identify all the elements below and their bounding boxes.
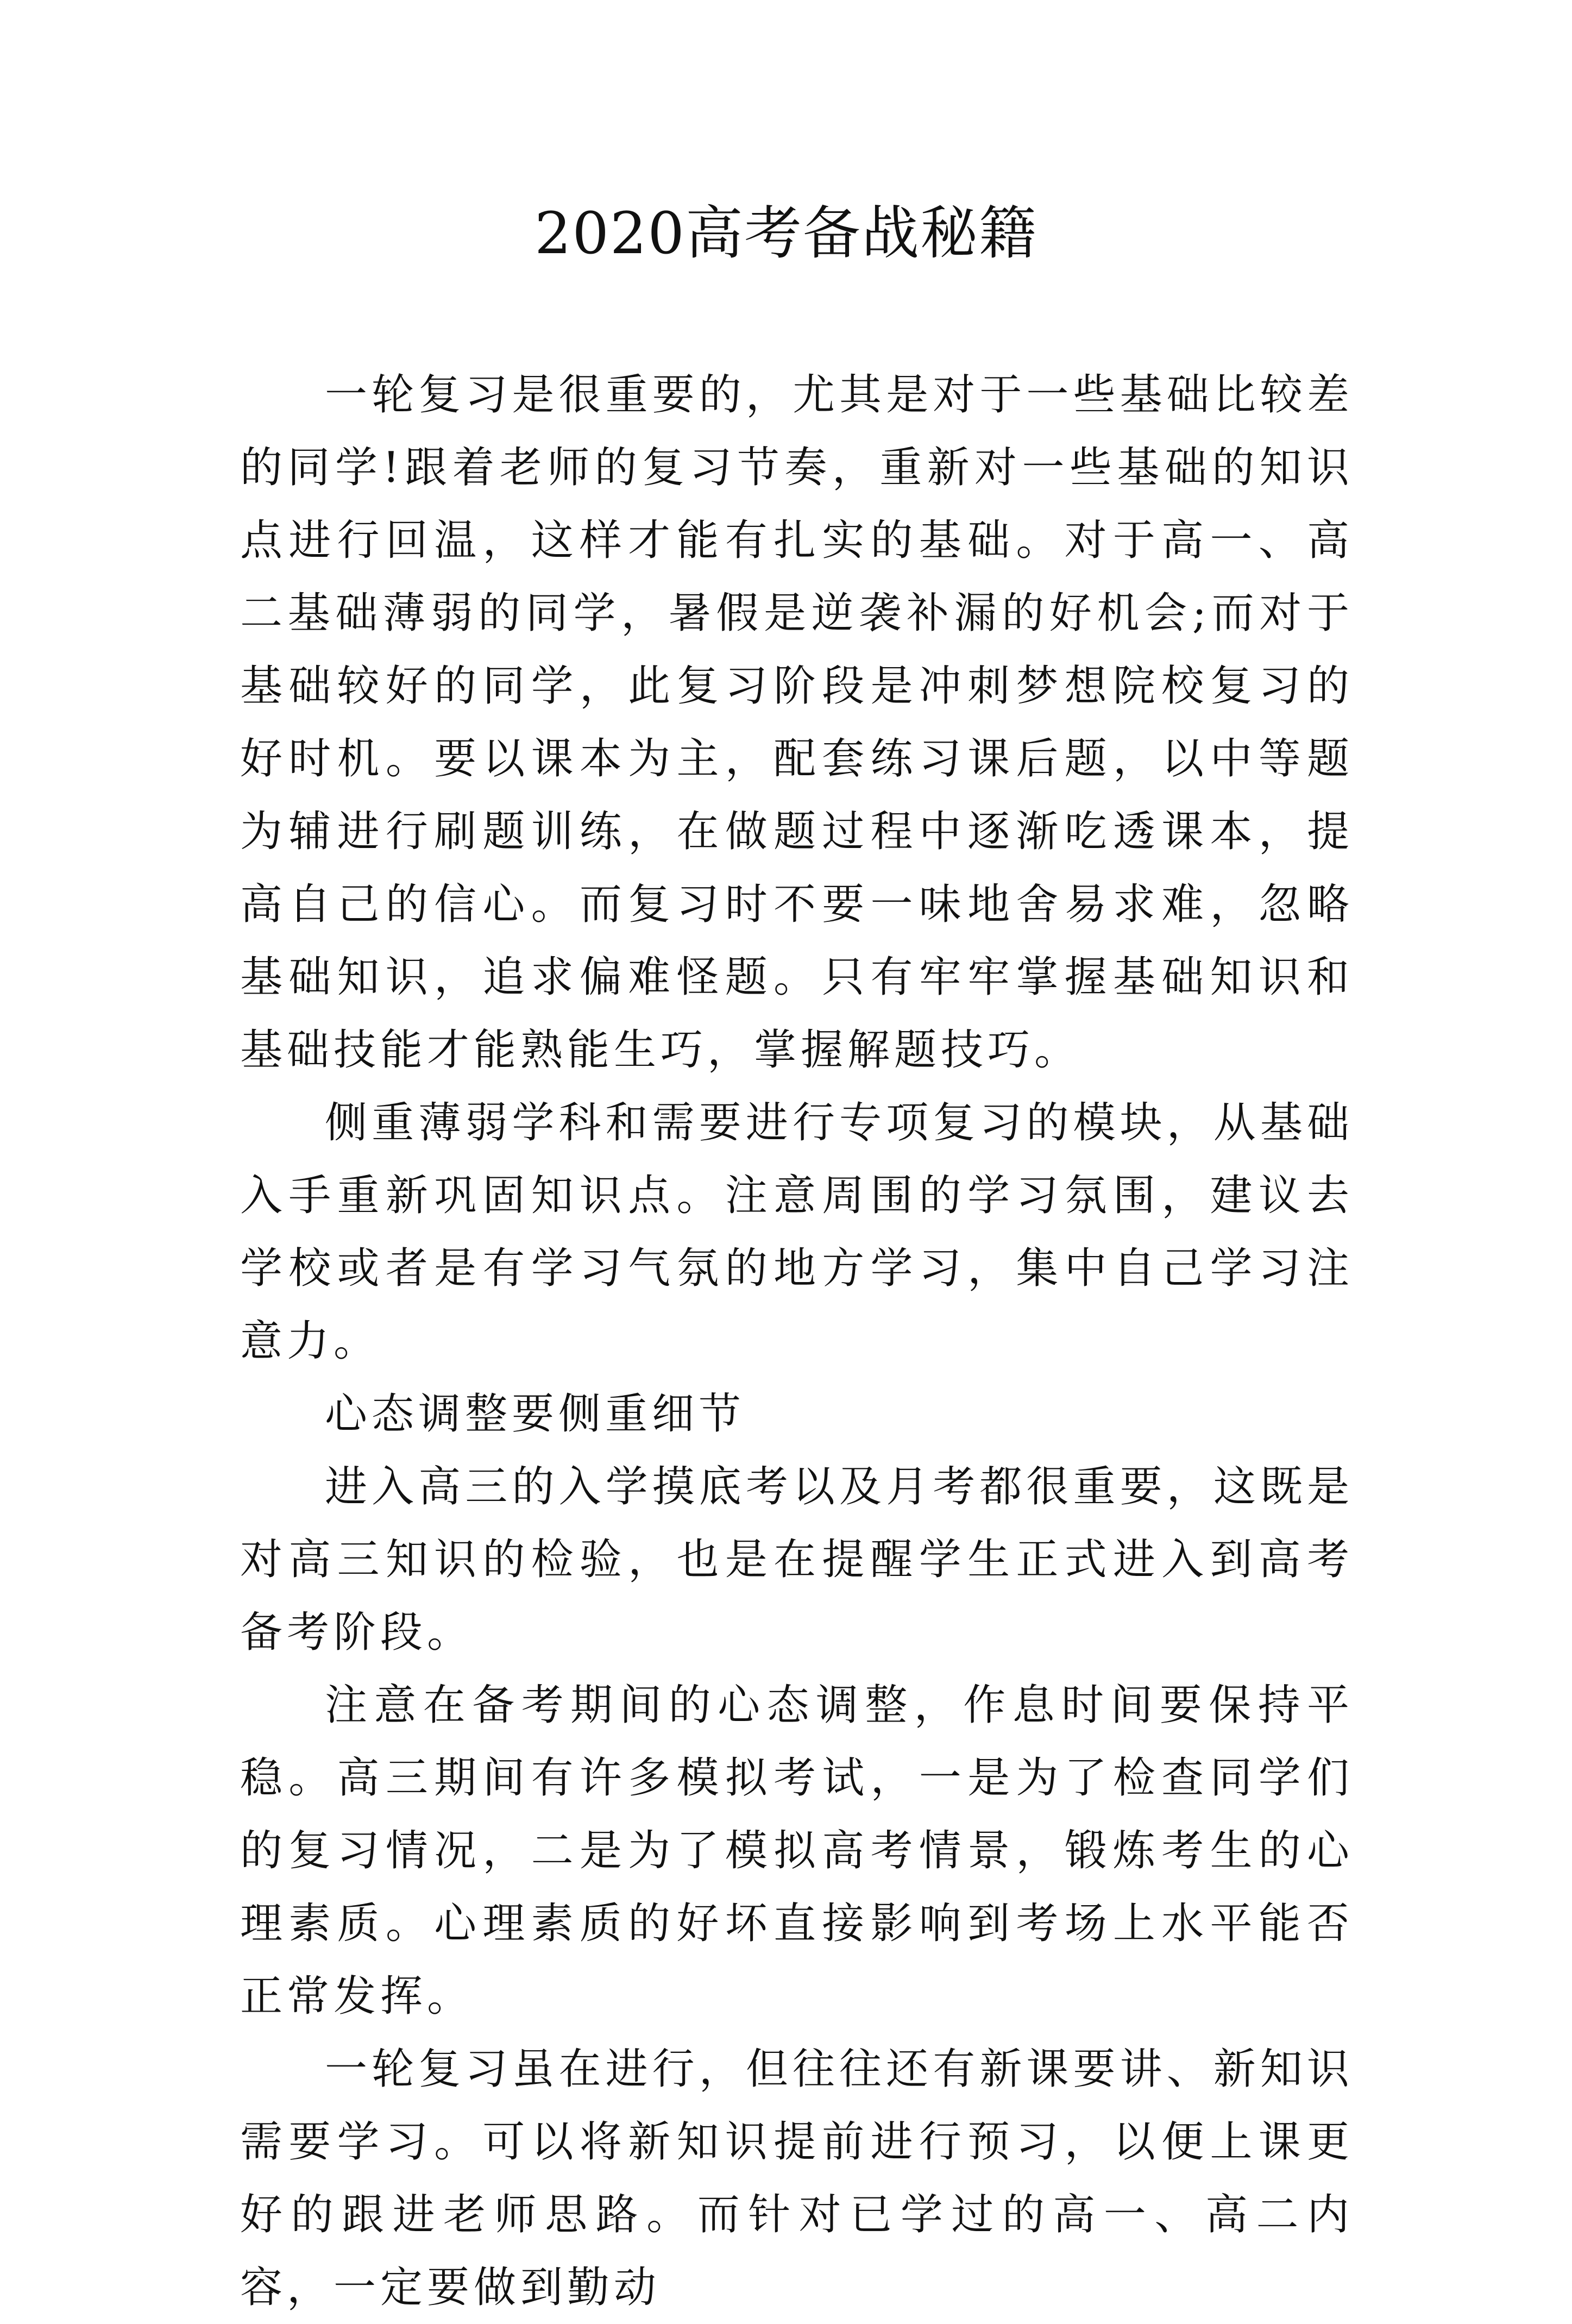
paragraph-mindset-adjustment: 注意在备考期间的心态调整，作息时间要保持平稳。高三期间有许多模拟考试，一是为了检查同学们的复习情况，二是为了模拟高考情景，锻炼考生的心理素质。心理素质的好坏直接影响到考场上水平能否正常发挥。 <box>240 1681 1354 2021</box>
page-title: 2020高考备战秘籍 <box>535 200 1037 267</box>
section-heading-mindset: 心态调整要侧重细节 <box>325 1390 746 1439</box>
document-body <box>240 359 1354 2324</box>
paragraph-new-knowledge: 一轮复习虽在进行，但往往还有新课要讲、新知识需要学习。可以将新知识提前进行预习，以便上课更好的跟进老师思路。而针对已学过的高一、高二内容，一定要做到勤动 <box>240 2045 1354 2312</box>
paragraph-weak-subjects: 侧重薄弱学科和需要进行专项复习的模块，从基础入手重新巩固知识点。注意周围的学习氛围，建议去学校或者是有学习气氛的地方学习，集中自己学习注意力。 <box>240 1098 1354 1366</box>
paragraph-exams: 进入高三的入学摸底考以及月考都很重要，这既是对高三知识的检验，也是在提醒学生正式进入到高考备考阶段。 <box>240 1462 1354 1657</box>
paragraph-review-importance: 一轮复习是很重要的，尤其是对于一些基础比较差的同学!跟着老师的复习节奏，重新对一些基础的知识点进行回温，这样才能有扎实的基础。对于高一、高二基础薄弱的同学，暑假是逆袭补漏的好机会;而对于基础较好的同学，此复习阶段是冲刺梦想院校复习的好时机。要以课本为主，配套练习课后题，以中等题为辅进行刷题训练，在做题过程中逐渐吃透课本，提高自己的信心。而复习时不要一味地舍易求难，忽略基础知识，追求偏难怪题。只有牢牢掌握基础知识和基础技能才能熟能生巧，掌握解题技巧。 <box>240 370 1354 1075</box>
